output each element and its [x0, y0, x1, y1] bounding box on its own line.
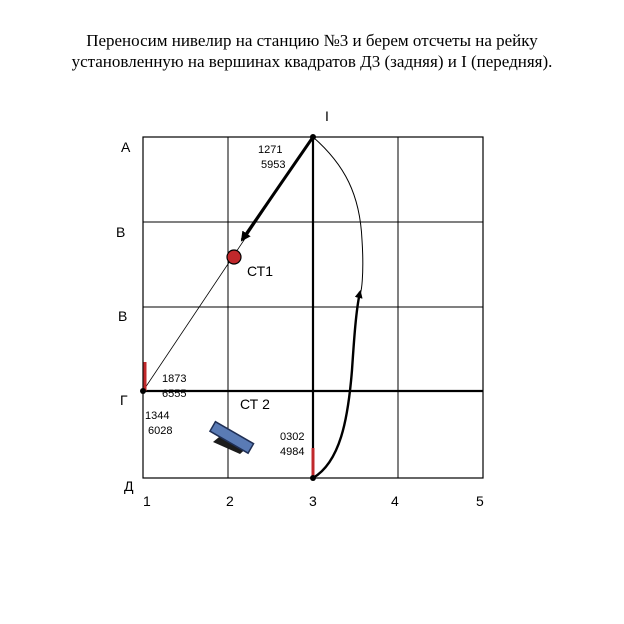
reading-d3-upper: 0302: [280, 431, 305, 443]
station-2-label: СТ 2: [240, 396, 270, 412]
row-label-d: Д: [124, 478, 134, 494]
reading-g1-top-lower: 6555: [162, 388, 187, 400]
reading-point-i: [258, 143, 285, 173]
col-label-1: 1: [143, 493, 151, 509]
title-line-1: Переносим нивелир на станцию №3 и берем отсчеты на рейку: [86, 31, 538, 50]
curve-upper: [313, 137, 363, 296]
col-label-4: 4: [391, 493, 399, 509]
point-i-marker: [310, 134, 316, 140]
row-label-v: В: [118, 308, 128, 324]
col-label-5: 5: [476, 493, 484, 509]
transfer-arrow-d3: [313, 292, 360, 478]
col-label-2: 2: [226, 493, 234, 509]
station-1-label: СТ1: [247, 263, 273, 279]
row-label-g: Г: [120, 392, 128, 408]
point-i-label: I: [325, 108, 329, 124]
row-label-a: А: [121, 139, 131, 155]
reading-point-i-lower: 5953: [261, 159, 286, 171]
point-d3-marker: [310, 475, 316, 481]
col-label-3: 3: [309, 493, 317, 509]
reading-point-i-upper: 1271: [258, 144, 283, 156]
reading-g1-top-upper: 1873: [162, 373, 187, 385]
reading-g1-top: [162, 372, 186, 402]
reading-g1-bottom: [145, 409, 172, 439]
reading-d3-lower: 4984: [280, 446, 305, 458]
reading-d3: [280, 430, 304, 460]
reading-g1-bottom-lower: 6028: [148, 425, 173, 437]
station-1-marker: [227, 250, 241, 264]
title-line-2: установленную на вершинах квадратов Д3 (задняя) и I (передняя).: [71, 52, 553, 71]
level-instrument-icon: [210, 422, 254, 454]
row-label-b: В: [116, 224, 126, 240]
point-g1-marker: [140, 388, 146, 394]
reading-g1-bottom-upper: 1344: [145, 410, 170, 422]
